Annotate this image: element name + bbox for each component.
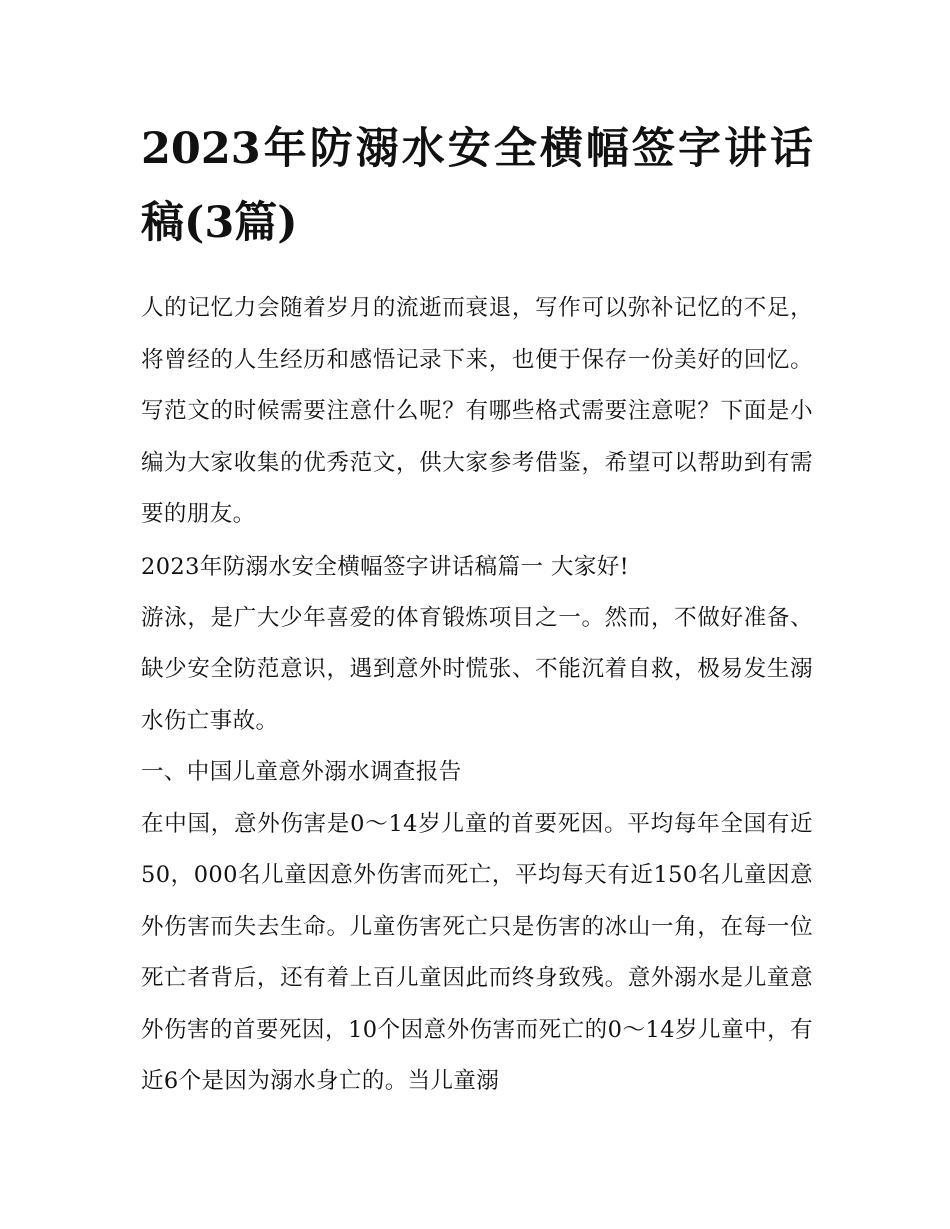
intro-paragraph: 人的记忆力会随着岁月的流逝而衰退，写作可以弥补记忆的不足，将曾经的人生经历和感悟记录下来，也便于保存一份美好的回忆。写范文的时候需要注意什么呢？有哪些格式需要注意呢？下面是小编为大家收集的优秀范文，供大家参考借鉴，希望可以帮助到有需要的朋友。: [141, 295, 813, 527]
section-heading-paragraph: 2023年防溺水安全横幅签字讲话稿篇一 大家好!: [141, 553, 630, 580]
report-heading-paragraph: 一、中国儿童意外溺水调查报告: [141, 759, 462, 785]
document-body: [141, 112, 813, 1108]
swimming-paragraph: 游泳，是广大少年喜爱的体育锻炼项目之一。然而，不做好准备、缺少安全防范意识，遇到意外时慌张、不能沉着自救，极易发生溺水伤亡事故。: [141, 604, 813, 734]
document-title: 2023年防溺水安全横幅签字讲话稿(3篇): [141, 124, 813, 248]
statistics-paragraph: 在中国，意外伤害是0～14岁儿童的首要死因。平均每年全国有近50，000名儿童因意外伤害而死亡，平均每天有近150名儿童因意外伤害而失去生命。儿童伤害死亡只是伤害的冰山一角，在每一位死亡者背后，还有着上百儿童因此而终身致残。意外溺水是儿童意外伤害的首要死因，10个因意外伤害而死亡的0～14岁儿童中，有近6个是因为溺水身亡的。当儿童溺: [141, 810, 813, 1094]
